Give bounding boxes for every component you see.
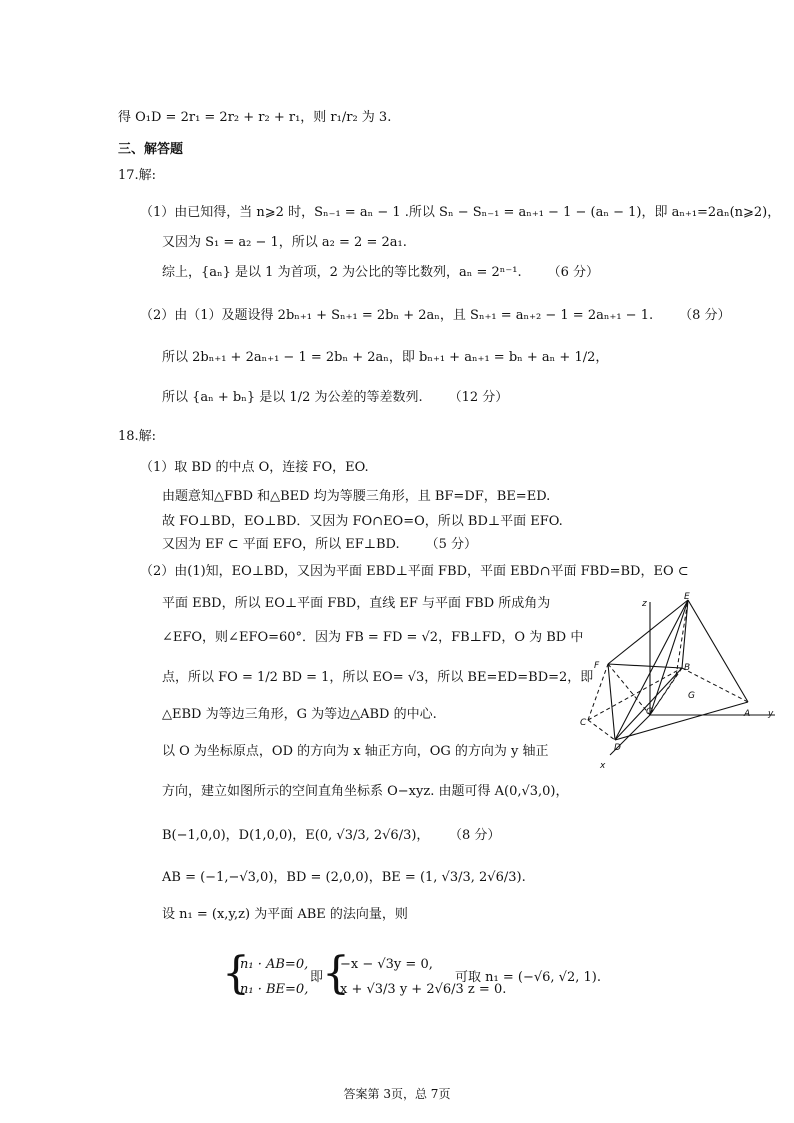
q17-score-12: （12 分） [448, 390, 509, 405]
label-O: O [646, 707, 654, 717]
q18-line-13: AB = (−1,−√3,0)，BD = (2,0,0)，BE = (1, √3/3, 2√6/3). [162, 870, 526, 885]
q18-line-3: 故 FO⊥BD，EO⊥BD．又因为 FO∩EO=O，所以 BD⊥平面 EFO. [162, 514, 563, 529]
q17-line-3-text: 综上，{aₙ} 是以 1 为首项，2 为公比的等比数列，aₙ = 2ⁿ⁻¹. [162, 265, 522, 280]
label-A: A [744, 709, 751, 719]
q18-line-7: ∠EFO，则∠EFO=60°．因为 FB = FD = √2，FB⊥FD，O 为 BD 中 [162, 630, 584, 645]
q18-line-2: 由题意知△FBD 和△BED 均为等腰三角形，且 BF=DF，BE=ED. [162, 489, 551, 504]
page-footer: 答案第 3页，总 7页 [343, 1087, 451, 1101]
q18-line-8: 点，所以 FO = 1/2 BD = 1，所以 EO= √3，所以 BE=ED=BD=2，即 [162, 670, 594, 685]
q17-line-4 [140, 306, 731, 326]
system-right-eq-2: x + √3/3 y + 2√6/3 z = 0. [340, 982, 507, 997]
section-title: 三、解答题 [118, 142, 184, 157]
q18-line-10: 以 O 为坐标原点，OD 的方向为 x 轴正方向，OG 的方向为 y 轴正 [162, 744, 549, 759]
label-D: D [614, 743, 621, 753]
q18-line-1: （1）取 BD 的中点 O，连接 FO，EO. [140, 460, 369, 475]
left-brace: { [222, 948, 250, 999]
q18-line-11: 方向，建立如图所示的空间直角坐标系 O−xyz. 由题可得 A(0,√3,0)， [162, 784, 569, 799]
intro-line [118, 108, 391, 128]
geometry-figure [570, 590, 780, 775]
q18-line-5: （2）由(1)知，EO⊥BD，又因为平面 EBD⊥平面 FBD，平面 EBD∩平面 FBD=BD，EO ⊂ [140, 564, 689, 579]
q18-line-9: △EBD 为等边三角形，G 为等边△ABD 的中心. [162, 707, 437, 722]
label-G: G [688, 691, 695, 701]
q17-line-4-text: （2）由（1）及题设得 2bₙ₊₁ + Sₙ₊₁ = 2bₙ + 2aₙ，且 Sₙ₊₁ = aₙ₊₂ − 1 = 2aₙ₊₁ − 1. [140, 308, 654, 323]
label-y: y [768, 709, 774, 719]
system-connector: 即 [310, 970, 324, 985]
q18-line-4 [162, 535, 477, 555]
q18-line-12-text: B(−1,0,0)，D(1,0,0)，E(0, √3/3, 2√6/3)， [162, 828, 430, 843]
q17-line-1: （1）由已知得，当 n⩾2 时，Sₙ₋₁ = aₙ − 1 .所以 Sₙ − Sₙ₋₁ = aₙ₊₁ − 1 − (aₙ − 1)，即 aₙ₊₁=2aₙ(n⩾2)， [140, 205, 781, 220]
right-brace: { [322, 948, 350, 999]
system-conclusion: 可取 n₁ = (−√6, √2, 1). [455, 970, 601, 985]
q17-line-6 [162, 388, 508, 408]
q18-line-12 [162, 826, 500, 846]
q17-score-8: （8 分） [679, 308, 731, 323]
system-right-eq-1: −x − √3y = 0, [340, 957, 433, 972]
q17-line-3 [162, 263, 599, 283]
label-E: E [684, 592, 690, 602]
label-C: C [580, 718, 587, 728]
label-F: F [594, 661, 600, 671]
label-z: z [642, 599, 647, 609]
q17-line-2: 又因为 S₁ = a₂ − 1，所以 a₂ = 2 = 2a₁. [162, 235, 407, 250]
q18-score-5: （5 分） [425, 537, 478, 552]
q18-line-6: 平面 EBD，所以 EO⊥平面 FBD，直线 EF 与平面 FBD 所成角为 [162, 596, 551, 611]
label-x: x [600, 761, 606, 771]
q18-score-8: （8 分） [455, 828, 501, 843]
q18-heading: 18.解: [118, 429, 157, 444]
q17-score-6: （6 分） [547, 265, 600, 280]
q18-line-14: 设 n₁ = (x,y,z) 为平面 ABE 的法向量，则 [162, 907, 408, 922]
q18-line-4-text: 又因为 EF ⊂ 平面 EFO，所以 EF⊥BD. [162, 537, 400, 552]
intro-text: 得 O₁D = 2r₁ = 2r₂ + r₂ + r₁，则 r₁/r₂ 为 3. [118, 110, 392, 125]
q17-heading: 17.解: [118, 168, 157, 183]
system-left-eq-2: n₁ · BE=0, [240, 982, 309, 997]
q17-line-6-text: 所以 {aₙ + bₙ} 是以 1/2 为公差的等差数列. [162, 390, 423, 405]
system-left-eq-1: n₁ · AB=0, [240, 957, 309, 972]
label-B: B [684, 663, 691, 673]
q17-line-5: 所以 2bₙ₊₁ + 2aₙ₊₁ − 1 = 2bₙ + 2aₙ，即 bₙ₊₁ + aₙ₊₁ = bₙ + aₙ + 1/2， [162, 350, 609, 365]
